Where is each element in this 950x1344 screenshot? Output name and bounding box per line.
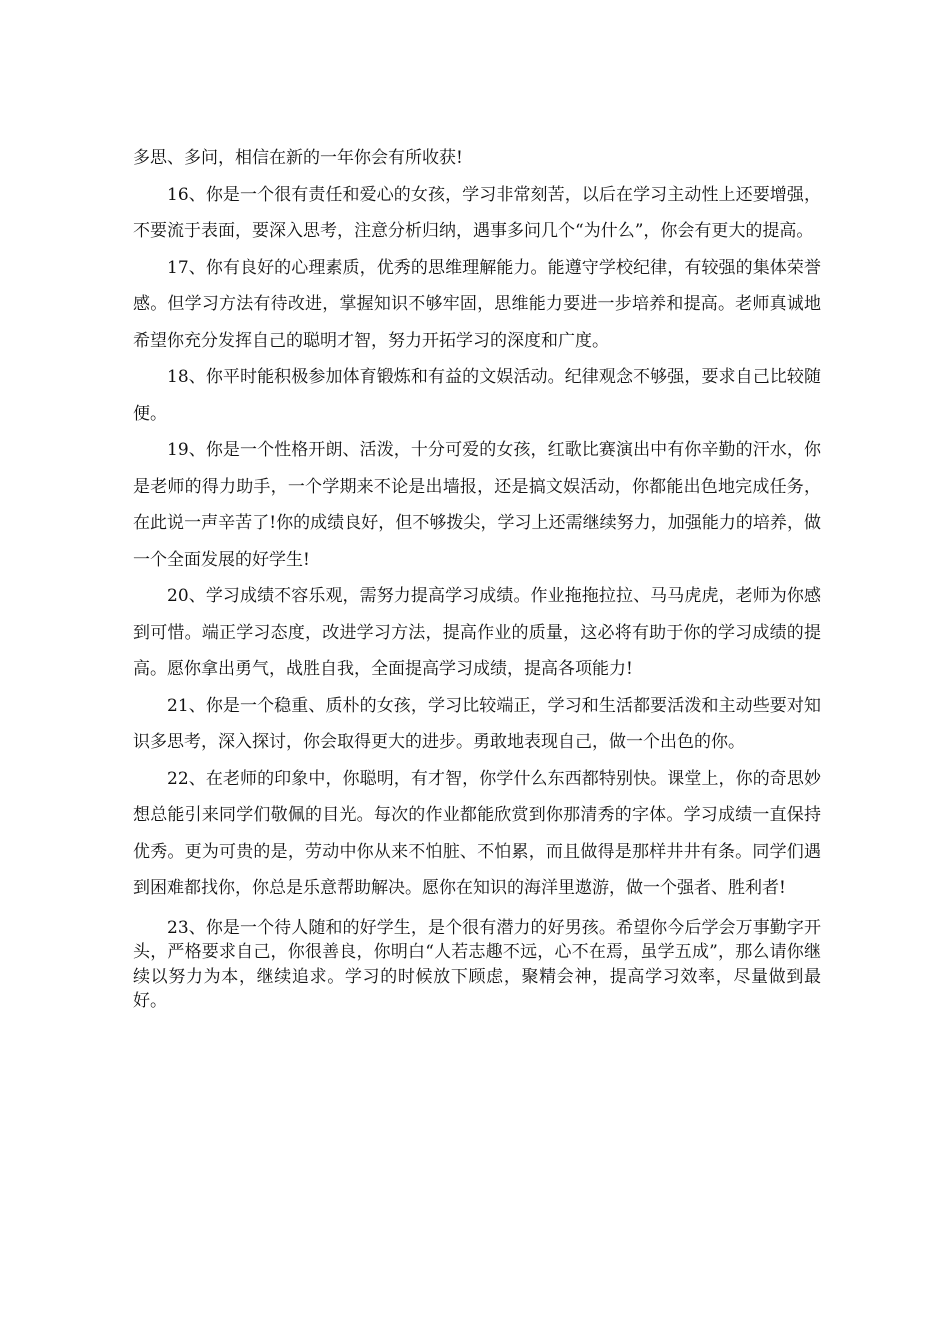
paragraph-21: 21、你是一个稳重、质朴的女孩，学习比较端正，学习和生活都要活泼和主动些要对知识多思考，深入探讨，你会取得更大的进步。勇敢地表现自己，做一个出色的你。 bbox=[133, 695, 821, 752]
document-body bbox=[133, 140, 821, 1014]
paragraph-23: 23、你是一个待人随和的好学生，是个很有潜力的好男孩。希望你今后学会万事勤字开头，严格要求自己，你很善良，你明白“人若志趣不远，心不在焉，虽学五成”，那么请你继续以努力为本，继续追求。学习的时候放下顾虑，聚精会神，提高学习效率，尽量做到最好。 bbox=[133, 917, 821, 1011]
paragraph-22: 22、在老师的印象中，你聪明，有才智，你学什么东西都特别快。课堂上，你的奇思妙想总能引来同学们敬佩的目光。每次的作业都能欣赏到你那清秀的字体。学习成绩一直保持优秀。更为可贵的是，劳动中你从来不怕脏、不怕累，而且做得是那样井井有条。同学们遇到困难都找你，你总是乐意帮助解决。愿你在知识的海洋里遨游，做一个强者、胜利者! bbox=[133, 768, 821, 898]
paragraph-19: 19、你是一个性格开朗、活泼，十分可爱的女孩，红歌比赛演出中有你辛勤的汗水，你是老师的得力助手，一个学期来不论是出墙报，还是搞文娱活动，你都能出色地完成任务，在此说一声辛苦了!你的成绩良好，但不够拨尖，学习上还需继续努力，加强能力的培养，做一个全面发展的好学生! bbox=[133, 440, 821, 570]
paragraph-continuation: 多思、多问，相信在新的一年你会有所收获! bbox=[133, 148, 463, 168]
paragraph-18: 18、你平时能积极参加体育锻炼和有益的文娱活动。纪律观念不够强，要求自己比较随便。 bbox=[133, 367, 821, 424]
paragraph-17: 17、你有良好的心理素质，优秀的思维理解能力。能遵守学校纪律，有较强的集体荣誉感。但学习方法有待改进，掌握知识不够牢固，思维能力要进一步培养和提高。老师真诚地希望你充分发挥自己的聪明才智，努力开拓学习的深度和广度。 bbox=[133, 257, 821, 351]
paragraph-20: 20、学习成绩不容乐观，需努力提高学习成绩。作业拖拖拉拉、马马虎虎，老师为你感到可惜。端正学习态度，改进学习方法，提高作业的质量，这必将有助于你的学习成绩的提高。愿你拿出勇气，战胜自我，全面提高学习成绩，提高各项能力! bbox=[133, 586, 821, 679]
paragraph-16: 16、你是一个很有责任和爱心的女孩，学习非常刻苦，以后在学习主动性上还要增强，不要流于表面，要深入思考，注意分析归纳，遇事多问几个“为什么”，你会有更大的提高。 bbox=[133, 184, 821, 241]
